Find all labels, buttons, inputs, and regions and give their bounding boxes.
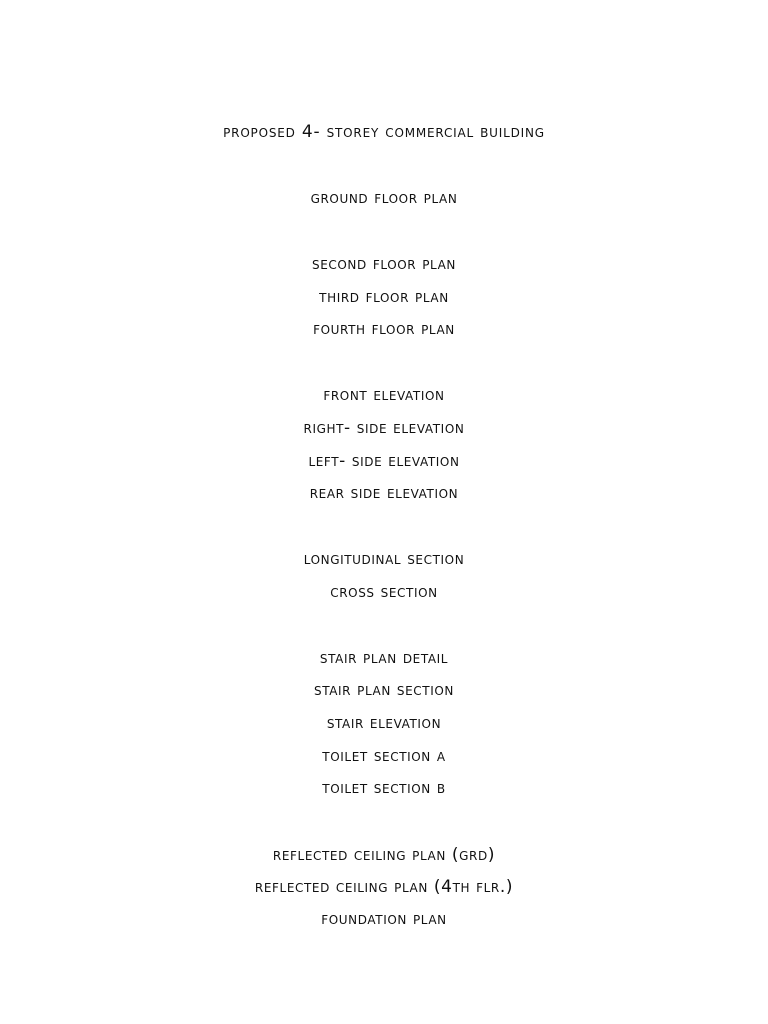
sheet-reflected-ceiling-plan-grd: reflected ceiling plan (grd) [272, 845, 496, 865]
sheet-longitudinal-section: longitudinal section [303, 549, 465, 569]
sheet-stair-elevation: stair elevation [326, 713, 442, 733]
sheet-right-side-elevation: right- side elevation [303, 418, 465, 438]
sheet-third-floor-plan: third floor plan [319, 287, 449, 307]
sheet-stair-plan-detail: stair plan detail [319, 648, 449, 668]
sheet-left-side-elevation: left- side elevation [308, 451, 460, 471]
sheet-rear-side-elevation: rear side elevation [309, 483, 459, 503]
sheet-fourth-floor-plan: fourth floor plan [313, 319, 455, 339]
sheet-foundation-plan: foundation plan [321, 909, 447, 929]
sheet-second-floor-plan: second floor plan [311, 254, 457, 274]
sheet-ground-floor-plan: ground floor plan [310, 188, 458, 208]
sheet-reflected-ceiling-plan-4th: reflected ceiling plan (4th flr.) [254, 877, 514, 897]
document-title: proposed 4- storey commercial building [223, 122, 545, 142]
sheet-toilet-section-a: toilet section a [322, 746, 446, 766]
sheet-stair-plan-section: stair plan section [314, 680, 454, 700]
sheet-cross-section: cross section [330, 582, 438, 602]
sheet-front-elevation: front elevation [323, 385, 445, 405]
sheet-toilet-section-b: toilet section b [322, 778, 446, 798]
